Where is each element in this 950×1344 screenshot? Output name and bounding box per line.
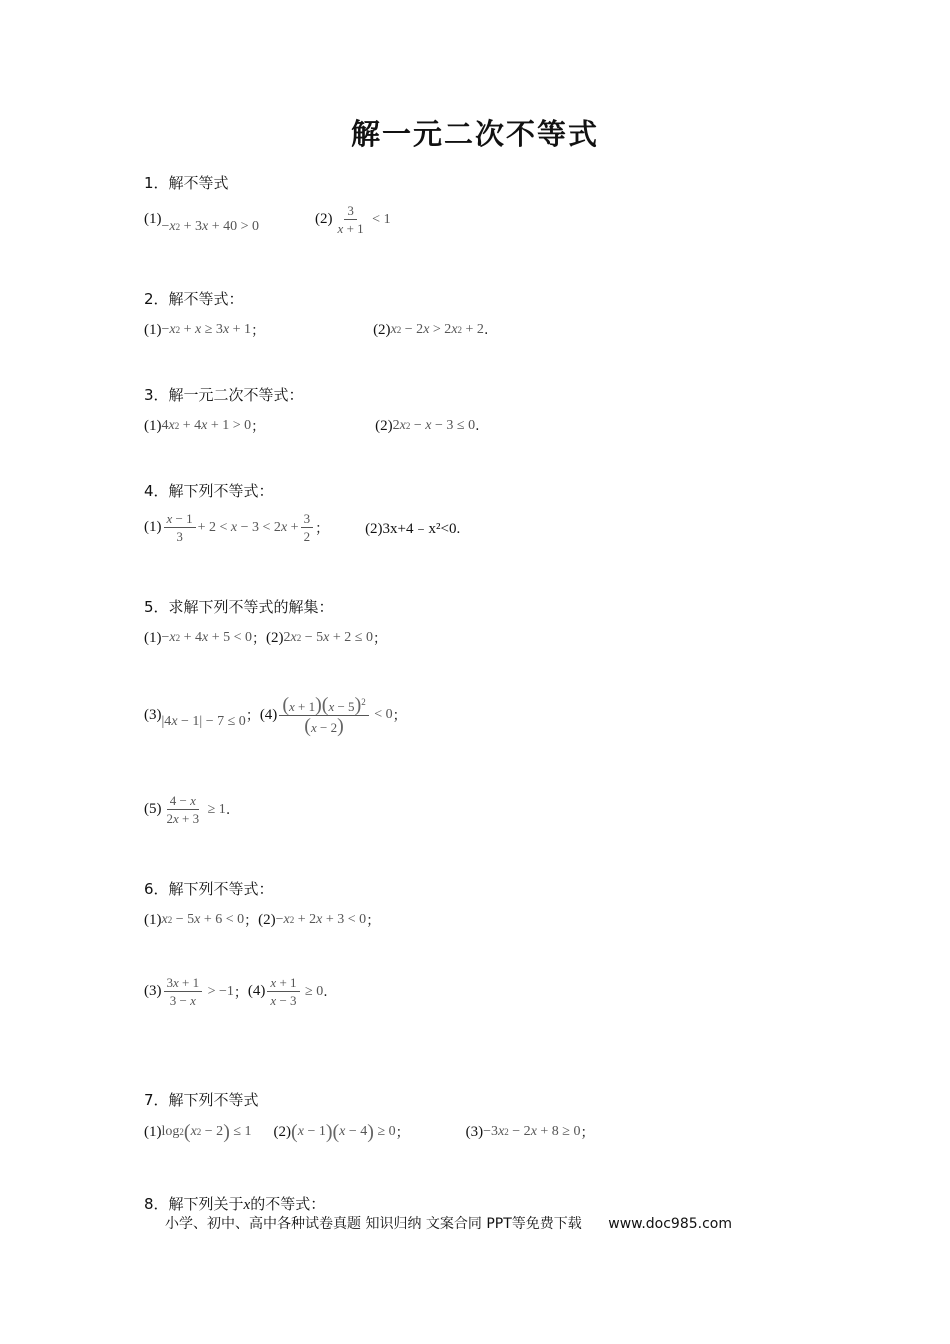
q6-line-b: [144, 974, 328, 1009]
footer-text: 小学、初中、高中各种试卷真题 知识归纳 文案合同 PPT等免费下载: [165, 1216, 582, 1232]
heading-q8: 8．解下列关于x的不等式：: [144, 1195, 326, 1213]
footer: [165, 1213, 732, 1233]
q7-part1: (1) log 2 ( x 2 − 2 ) ≤ 1: [144, 1121, 252, 1143]
q3-part2: (2) 2 x 2 − x − 3 ≤ 0 .: [375, 417, 480, 434]
q7-line: [144, 1122, 595, 1142]
q6-part1: (1) x 2 − 5 x + 6 < 0 ；: [144, 911, 259, 929]
q6-part3: (3) $\frac{3x + 1}{3 - x}$ > −1 ；: [144, 975, 248, 1008]
q1-part2: (2) $\frac{3}{x + 1}$ < 1: [315, 203, 391, 236]
q2-2-formula: x 2 − 2 x > 2 x 2 + 2: [390, 322, 484, 337]
heading-q3: 3．解一元二次不等式：: [144, 386, 304, 404]
q5-line-b: [144, 694, 407, 736]
q5-3-formula: |4 x − 1| − 7 ≤ 0: [161, 714, 246, 729]
heading-q2: 2．解不等式：: [144, 290, 244, 308]
q2-part2: (2) x 2 − 2 x > 2 x 2 + 2 .: [373, 321, 489, 338]
q5-part3: (3) |4 x − 1| − 7 ≤ 0 ；: [144, 706, 260, 729]
q5-part1: (1) − x 2 + 4 x + 5 < 0 ；: [144, 629, 267, 647]
q3-2-formula: 2 x 2 − x − 3 ≤ 0: [392, 418, 476, 433]
q6-4-formula: $\frac{x + 1}{x - 3}$ ≥ 0: [265, 974, 323, 1009]
q2-part1: (1) − x 2 + x ≥ 3 x + 1 ；: [144, 321, 266, 339]
q1-1-formula: − x 2 + 3 x + 40 > 0: [161, 218, 260, 234]
q1-2-formula: $\frac{3}{x + 1}$ < 1: [337, 203, 391, 236]
q5-4-formula: $\frac{(x + 1)(x - 5)^2}{(x - 2)}$ < 0: [277, 694, 392, 736]
heading-q1: 1．解不等式: [144, 174, 229, 192]
q4-part1: (1) $\frac{x - 1}{3}$ + 2 < x − 3 < 2 x + $\frac{3}{2}$ ；: [144, 511, 330, 544]
heading-q4: 4．解下列不等式：: [144, 482, 274, 500]
q6-line-a: [144, 910, 380, 930]
q7-part3: (3) −3 x 2 − 2 x + 8 ≥ 0 ；: [465, 1123, 595, 1141]
q4-line: [144, 510, 460, 545]
q1-line: [144, 202, 391, 237]
q5-1-formula: − x 2 + 4 x + 5 < 0: [161, 630, 253, 645]
page-title: 解一元二次不等式: [350, 117, 599, 151]
q5-part5: (5) $\frac{4 - x}{2x + 3}$ ≥ 1 .: [144, 793, 231, 826]
q5-2-formula: 2 x 2 − 5 x + 2 ≤ 0: [283, 630, 373, 645]
q5-line-c: [144, 792, 230, 827]
q7-2-formula: ( x − 1 )( x − 4 ) ≥ 0: [291, 1121, 396, 1143]
heading-q6: 6．解下列不等式：: [144, 880, 274, 898]
q3-1-formula: 4 x 2 + 4 x + 1 > 0: [161, 418, 252, 433]
q6-part4: (4) $\frac{x + 1}{x - 3}$ ≥ 0 .: [247, 975, 328, 1008]
heading-q5: 5．求解下列不等式的解集：: [144, 598, 334, 616]
q7-3-formula: −3 x 2 − 2 x + 8 ≥ 0: [483, 1124, 581, 1139]
q7-part2: (2) ( x − 1 )( x − 4 ) ≥ 0 ；: [273, 1121, 410, 1143]
q6-1-formula: x 2 − 5 x + 6 < 0: [161, 912, 245, 927]
q4-1-formula: $\frac{x - 1}{3}$ + 2 < x − 3 < 2 x + $\frac{3}{2}$: [162, 510, 316, 545]
q3-line: [144, 416, 480, 436]
q6-2-formula: − x 2 + 2 x + 3 < 0: [275, 912, 367, 927]
q5-5-formula: $\frac{4 - x}{2x + 3}$ ≥ 1: [166, 793, 226, 826]
q3-part1: (1) 4 x 2 + 4 x + 1 > 0 ；: [144, 417, 266, 435]
q2-1-formula: − x 2 + x ≥ 3 x + 1: [161, 322, 252, 337]
q2-line: [144, 320, 488, 340]
footer-site-link[interactable]: www.doc985.com: [608, 1216, 732, 1232]
q7-1-formula: log 2 ( x 2 − 2 ) ≤ 1: [161, 1121, 252, 1143]
heading-q7: 7．解下列不等式: [144, 1091, 259, 1109]
q1-part1: (1) − x 2 + 3 x + 40 > 0: [144, 211, 260, 234]
q6-part2: (2) − x 2 + 2 x + 3 < 0 ；: [258, 911, 381, 929]
q5-part2: (2) 2 x 2 − 5 x + 2 ≤ 0 ；: [266, 629, 387, 647]
q6-3-formula: $\frac{3x + 1}{3 - x}$ > −1: [162, 974, 234, 1009]
q5-part4: (4) $\frac{(x + 1)(x - 5)^2}{(x - 2)}$ < 0 ；: [259, 694, 407, 737]
q4-part2: (2)3x+4﹣x²<0.: [365, 521, 461, 537]
q5-line-a: [144, 628, 387, 648]
